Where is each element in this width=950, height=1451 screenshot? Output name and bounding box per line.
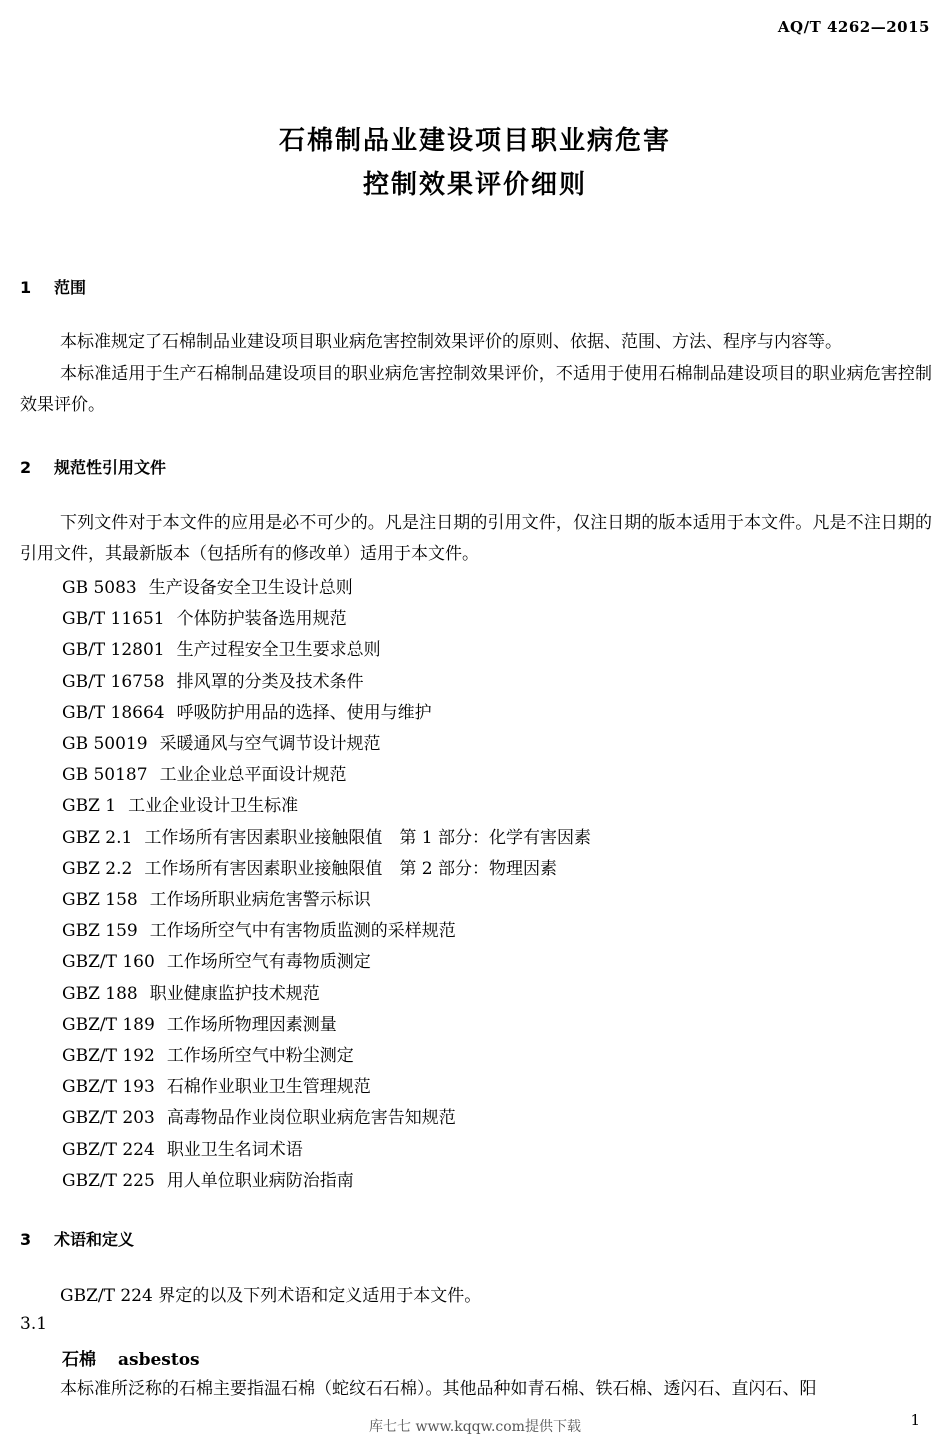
section-2-intro: 下列文件对于本文件的应用是必不可少的。凡是注日期的引用文件，仅注日期的版本适用于本文件。凡是不注日期的引用文件，其最新版本（包括所有的修改单）适用于本文件。 <box>20 513 932 564</box>
reference-code: GB/T 18664 <box>62 702 165 723</box>
term-definition: 本标准所泛称的石棉主要指温石棉（蛇纹石石棉）。其他品种如青石棉、铁石棉、透闪石、直闪石、阳 <box>60 1379 817 1399</box>
term-chinese: 石棉 <box>62 1350 96 1370</box>
section-title: 术语和定义 <box>54 1230 135 1249</box>
reference-item <box>62 698 432 723</box>
reference-title: 工作场所有害因素职业接触限值 第 1 部分：化学有害因素 <box>144 827 591 848</box>
reference-code: GBZ/T 203 <box>62 1108 155 1129</box>
reference-item <box>62 885 371 910</box>
section-1-heading <box>20 275 86 298</box>
reference-title: 工作场所空气中有害物质监测的采样规范 <box>149 921 456 942</box>
reference-code: GB/T 12801 <box>62 640 165 661</box>
reference-title: 用人单位职业病防治指南 <box>166 1170 354 1191</box>
section-number: 3 <box>20 1230 32 1249</box>
reference-item <box>62 604 347 629</box>
reference-item <box>62 791 298 816</box>
reference-code: GB 50019 <box>62 734 148 754</box>
section-title: 范围 <box>54 278 87 297</box>
reference-item <box>62 854 557 879</box>
reference-code: GB/T 16758 <box>62 671 165 692</box>
reference-code: GBZ 158 <box>62 890 138 910</box>
reference-item <box>62 1103 456 1128</box>
download-watermark: 库七七 www.kqqw.com提供下载 <box>369 1419 581 1435</box>
reference-item <box>62 1072 371 1097</box>
reference-code: GBZ 2.1 <box>62 827 133 848</box>
reference-title: 工业企业总平面设计规范 <box>159 765 347 786</box>
reference-item <box>62 573 353 598</box>
document-title-line2: 控制效果评价细则 <box>362 170 587 200</box>
document-title-line1: 石棉制品业建设项目职业病危害 <box>278 126 671 156</box>
reference-item <box>62 667 364 692</box>
reference-title: 生产设备安全卫生设计总则 <box>148 578 353 598</box>
section-title: 规范性引用文件 <box>54 458 167 477</box>
reference-title: 工作场所空气中粉尘测定 <box>166 1046 354 1066</box>
section-1-para-2: 本标准适用于生产石棉制品建设项目的职业病危害控制效果评价，不适用于使用石棉制品建设项目的职业病危害控制效果评价。 <box>20 364 932 415</box>
reference-code: GBZ/T 192 <box>62 1046 155 1066</box>
reference-title: 排风罩的分类及技术条件 <box>176 671 364 692</box>
section-number: 2 <box>20 458 32 477</box>
section-1-para-1: 本标准规定了石棉制品业建设项目职业病危害控制效果评价的原则、依据、范围、方法、程序与内容等。 <box>60 332 842 352</box>
reference-item <box>62 1166 354 1191</box>
term-entry <box>62 1345 200 1370</box>
reference-title: 职业健康监护技术规范 <box>149 983 320 1004</box>
reference-title: 个体防护装备选用规范 <box>176 609 347 630</box>
page-number: 1 <box>910 1411 920 1429</box>
reference-item <box>62 947 371 972</box>
reference-code: GBZ/T 224 <box>62 1139 155 1160</box>
reference-code: GB/T 11651 <box>62 609 165 630</box>
reference-code: GBZ/T 193 <box>62 1077 155 1098</box>
term-english: asbestos <box>118 1350 200 1370</box>
reference-item <box>62 1010 337 1035</box>
reference-code: GBZ 1 <box>62 796 117 817</box>
reference-title: 工作场所有害因素职业接触限值 第 2 部分：物理因素 <box>144 858 557 879</box>
reference-item <box>62 729 381 754</box>
reference-title: 呼吸防护用品的选择、使用与维护 <box>176 702 432 723</box>
standard-code: AQ/T 4262—2015 <box>777 18 930 36</box>
reference-title: 工作场所物理因素测量 <box>166 1014 337 1035</box>
reference-code: GBZ/T 225 <box>62 1170 155 1191</box>
reference-title: 高毒物品作业岗位职业病危害告知规范 <box>166 1108 456 1129</box>
reference-title: 工作场所空气有毒物质测定 <box>166 952 371 973</box>
reference-item <box>62 635 381 660</box>
section-number: 1 <box>20 278 32 297</box>
reference-item <box>62 1135 303 1160</box>
reference-title: 采暖通风与空气调节设计规范 <box>159 734 381 754</box>
reference-item <box>62 823 591 848</box>
subclause-number: 3.1 <box>20 1314 48 1334</box>
reference-code: GBZ/T 160 <box>62 952 155 973</box>
section-3-intro: GBZ/T 224 界定的以及下列术语和定义适用于本文件。 <box>60 1286 482 1306</box>
reference-item <box>62 760 347 785</box>
section-3-heading <box>20 1227 134 1250</box>
reference-title: 石棉作业职业卫生管理规范 <box>166 1077 371 1098</box>
reference-code: GB 5083 <box>62 578 137 598</box>
reference-item <box>62 979 320 1004</box>
reference-title: 职业卫生名词术语 <box>166 1139 303 1160</box>
reference-title: 工业企业设计卫生标准 <box>128 796 299 817</box>
reference-code: GBZ 2.2 <box>62 858 133 879</box>
reference-code: GBZ/T 189 <box>62 1014 155 1035</box>
reference-code: GBZ 188 <box>62 983 138 1004</box>
reference-title: 生产过程安全卫生要求总则 <box>176 640 381 661</box>
section-2-heading <box>20 455 166 478</box>
reference-title: 工作场所职业病危害警示标识 <box>149 890 371 910</box>
reference-item <box>62 916 456 941</box>
reference-item <box>62 1041 354 1066</box>
reference-code: GB 50187 <box>62 765 148 786</box>
reference-code: GBZ 159 <box>62 921 138 942</box>
